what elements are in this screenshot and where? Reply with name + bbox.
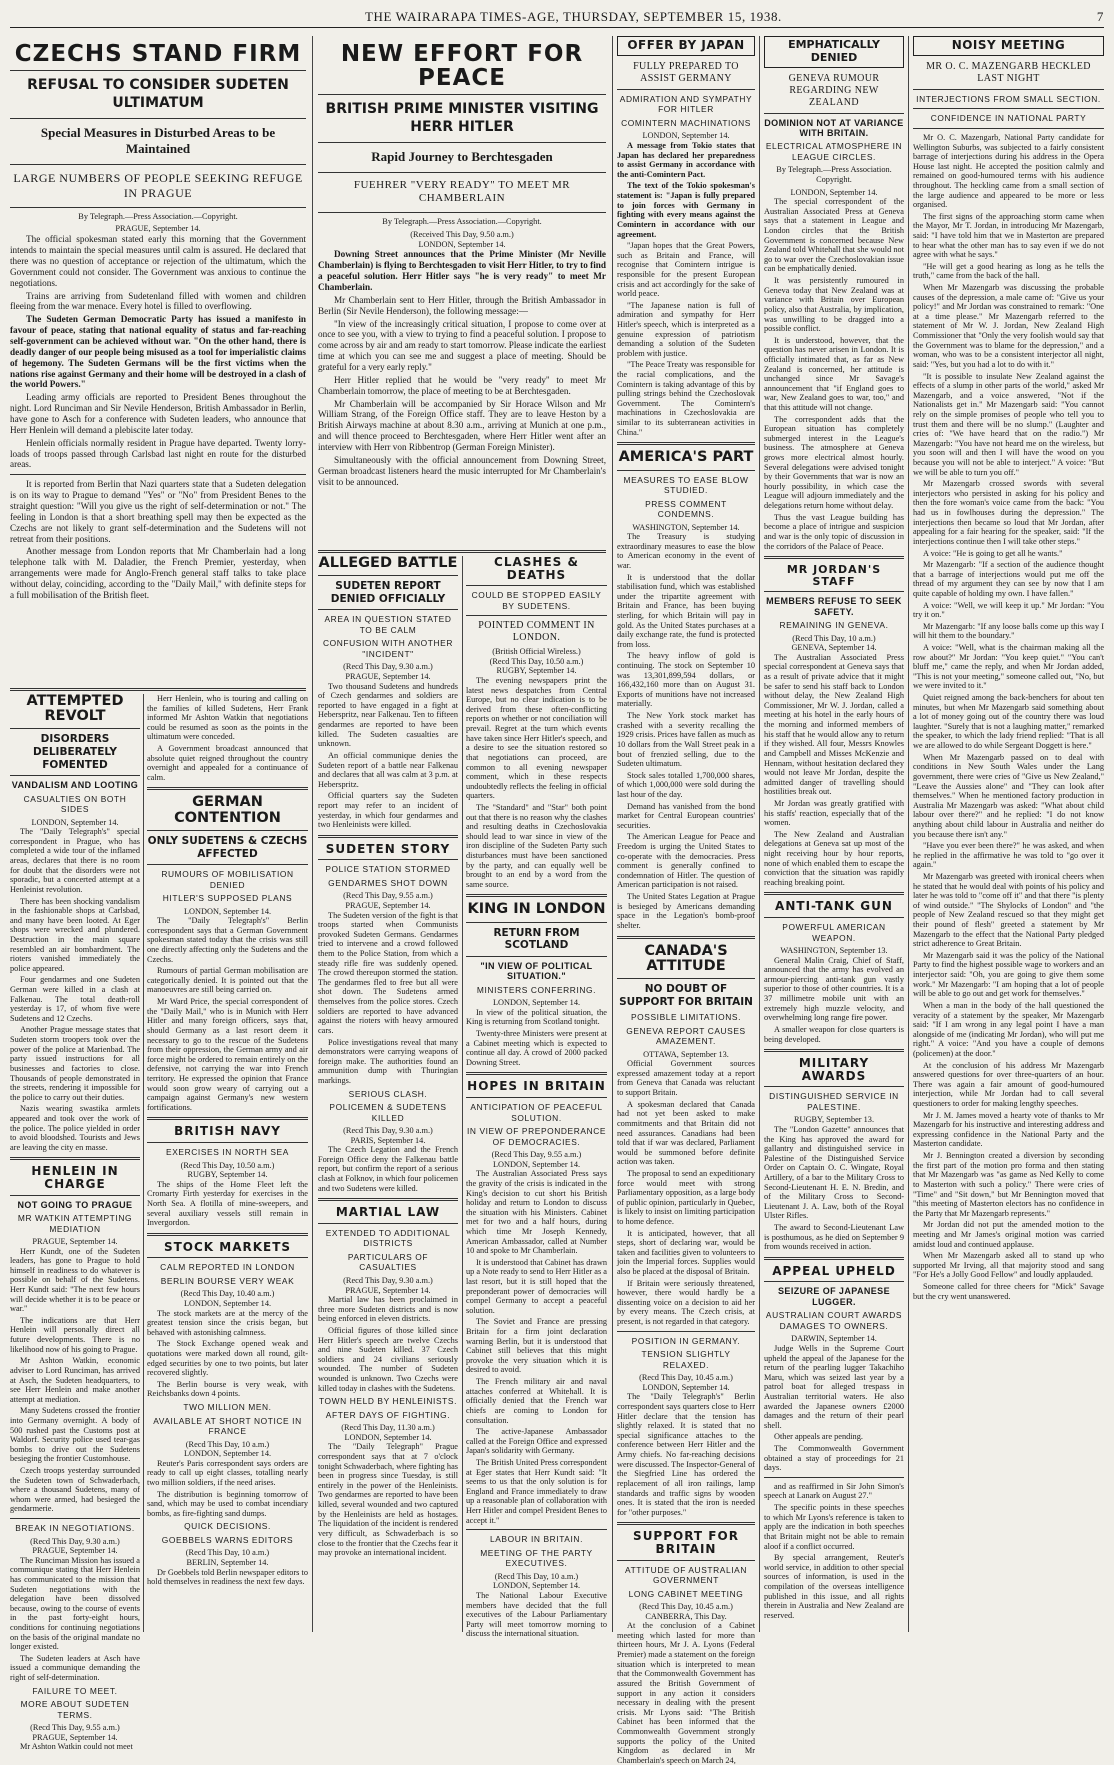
column-rule <box>612 36 613 1632</box>
subheadline: ATTITUDE OF AUSTRALIAN GOVERNMENT <box>625 1564 747 1586</box>
paragraph: Leading army officials are reported to President Benes throughout the night. Lord Runciman and Sir Nevile Henderson, British Ambassador in Berlin, have gone to Asch for a conference with Sudeten leaders, who announce that Herr Henlein will demand a plebiscite later today. <box>10 392 306 435</box>
page-number: 7 <box>1096 8 1104 24</box>
paragraph: The active-Japanese Ambassador called at the Foreign Office and expressed Japan's solidarity with Germany. <box>466 1427 607 1456</box>
headline: CANADA'S ATTITUDE <box>644 942 728 974</box>
headline: KING IN LONDON <box>467 901 606 918</box>
subheadline: LABOUR IN BRITAIN. <box>489 1534 583 1545</box>
paragraph: Official quarters say the Sudeten report may refer to an incident of yesterday, in which four gendarmes and two Henleinists were killed. <box>318 791 458 830</box>
subheadline: "IN VIEW OF POLITICAL SITUATION." <box>480 960 593 982</box>
subheadline: MEASURES TO EASE BLOW STUDIED. <box>623 474 749 496</box>
paragraph: A message from Tokio states that Japan has declared her preparedness to assist Germany in accordance with the anti-Comintern Pact. <box>617 141 755 179</box>
subheadline: IN VIEW OF PREPONDERANCE OF DEMOCRACIES. <box>466 1126 607 1147</box>
paragraph: When Mr Mazengarb passed on to deal with conditions in New South Wales under the Lang government, there were cries of "Give us New Zealand," "Leave the Aussies alone" and "They can look after themselves." When he mentioned factory production in Australia Mr Mazengarb was asked: "What about child labour over there?" and he replied: "I do not know anything about child labour in Australia and neither do you because there isn't any." <box>913 752 1104 839</box>
headline: CZECHS STAND FIRM <box>14 41 302 67</box>
column-rule <box>908 36 909 1632</box>
subheadline: MR WATKIN ATTEMPTING MEDIATION <box>17 1213 133 1234</box>
paragraph: Rumours of partial German mobilisation are categorically denied. It is pointed out that the manoeuvres are still being carried on. <box>147 966 308 995</box>
subheadline: MR O. C. MAZENGARB HECKLED LAST NIGHT <box>926 60 1091 84</box>
article-german-contention: Herr Henlein, who is touring and calling on the families of killed Sudetens, Herr Frank informed Mr Ashton Watkin that negotiations could be resumed as soon as the points in the ultimatum were conceded. A Government broadcast announced that absolute quiet reigned throughout the country overnight and appealed for a continuance of calm. GERMAN CONTENTION ONLY SUDETENS & CZECHS AFFECTED RUMOURS OF MOBILISATION DENIED HITLER'S SUPPOSED PLANS LONDON, September 14. The "Daily Telegraph's" Berlin correspondent says that a German Government spokesman stated today that the crisis was still one directly affecting only the Sudetens and the Czechs. Rumours of partial German mobilisation are categorically denied. It is pointed out that the manoeuvres are still being carried on. Mr Ward Price, the special correspondent of the "Daily Mail," who is in Munich with Herr Hitler and many foreign officers, says that, should Germany as a last resort deem it necessary to go to the rescue of the Sudetens from their oppression, the German army and air force might be ordered to remain entirely on the defensive, not carrying the war into French territory. He expressed the opinion that France would soon grow weary of carrying out a campaign against Germany's new western fortifications. BRITISH NAVY EXERCISES IN NORTH SEA (Recd This Day, 10.50 a.m.) RUGBY, September 14. The ships of the Home Fleet left the Cromarty Firth yesterday for exercises in the North Sea. A flotilla of mine-sweepers, and several auxiliary vessels still remain in Invergordon. STOCK MARKETS CALM REPORTED IN LONDON BERLIN BOURSE VERY WEAK (Recd This Day, 10.40 a.m.) LONDON, September 14. The stock markets are at the mercy of the greatest tension since the crisis began, but behaved with astonishing calmness. The Stock Exchange opened weak and quotations were marked down all round, gilt-edged securities by one to two points, but later recovered slightly. The Berlin bourse is very weak, with Reichsbanks down 4 points. TWO MILLION MEN. AVAILABLE AT SHORT NOTICE IN FRANCE (Recd This Day, 10 a.m.) LONDON, September 14. Reuter's Paris correspondent says orders are ready to call up eight classes, totalling nearly two million soldiers, if the need arises. The distribution is beginning tomorrow of sand, which may be used to combat incendiary bombs, as fire-fighting sand dumps. QUICK DECISIONS. GOEBBELS WARNS EDITORS (Recd This Day, 10 a.m.) BERLIN, September 14. Dr Goebbels told Berlin newspaper editors to hold themselves in readiness the next few days. <box>147 694 308 1587</box>
paragraph: An official communique denies the Sudeten report of a battle near Falkenau and declares that all was calm at 3 p.m. at Heberspritz. <box>318 750 458 789</box>
paragraph: Other appeals are pending. <box>774 1432 863 1442</box>
subheadline: PARTICULARS OF CASUALTIES <box>347 1251 429 1273</box>
subheadline: LONG CABINET MEETING <box>628 1588 744 1599</box>
paragraph: The Australian Associated Press special correspondent at Geneva says that as a result of private advice that it might be safer to send his staff back to London without delay, the New Zealand High Commissioner, Mr W. J. Jordan, called a meeting at his hotel in the early hours of the morning and informed members of his staff that he would allow any to return if they wished. All four, Messrs Knowles and Campbell and Misses McKenzie and Hennam, without hesitation declared they would not leave Mr Jordan, despite the admitted danger of travelling should hostilities break out. <box>764 652 904 797</box>
paragraph: Mr Jordan did not put the amended motion to the meeting and Mr James's original motion was carried amidst loud and continued applause. <box>913 1220 1104 1249</box>
subheadline: GENDARMES SHOT DOWN <box>328 877 448 888</box>
column-rule <box>759 36 760 1632</box>
subheadline: POWERFUL AMERICAN WEAPON. <box>782 922 886 943</box>
paragraph: The stock markets are at the mercy of the greatest tension since the crisis began, but behaved with astonishing calmness. <box>147 1308 308 1337</box>
article-clashes-and-deaths: CLASHES & DEATHS COULD BE STOPPED EASILY BY SUDETENS. POINTED COMMENT IN LONDON. (British Official Wireless.) (Recd This Day, 10.50 a.m.) RUGBY, September 14. The evening newspapers print the latest news despatches from Central Europe, but no clear indication is to be derived from these often-conflicting reports on whether or not conciliation will prevail. Regret at the turn which events have taken since Herr Hitler's speech, and a desire to see the situation restored so that negotiations can proceed, are common to all evening newspaper comment, which in these respects undoubtedly reflects the feeling in official quarters. The "Standard" and "Star" both point out that there is no reason why the clashes and resulting deaths in Czechoslovakia should lead to war since in view of the iron discipline of the Sudeten Party such disturbances must have been sanctioned by the party, and can equally well be brought to an end by a word from the same source. KING IN LONDON RETURN FROM SCOTLAND "IN VIEW OF POLITICAL SITUATION." MINISTERS CONFERRING. LONDON, September 14. In view of the political situation, the King is returning from Scotland tonight. Twenty-three Ministers were present at a Cabinet meeting which is expected to continue all day. A crowd of 2000 packed Downing Street. HOPES IN BRITAIN ANTICIPATION OF PEACEFUL SOLUTION. IN VIEW OF PREPONDERANCE OF DEMOCRACIES. (Recd This Day, 9.55 a.m.) LONDON, September 14. The Australian Associated Press says the gravity of the crisis is indicated in the King's decision to cut short his British holiday and return to London to discuss the situation with his Ministers. Cabinet met for two and a half hours, during which time Mr Joseph Kennedy, American Ambassador, called at Number 10 and spoke to Mr Chamberlain. It is understood that Cabinet has drawn up a Note ready to send to Herr Hitler as a last resort, but it is still hoped that the preponderant power of democracies will compel Germany to accept a peaceful solution. The Soviet and France are pressing Britain for a firm joint declaration warning Berlin, but it is understood that Cabinet still believes that this might provoke the very situation which it is desired to avoid. The French military air and naval attaches conferred at Whitehall. It is officially denied that the French war chiefs are coming to London for consultation. The active-Japanese Ambassador called at the Foreign Office and expressed Japan's solidarity with Germany. The British United Press correspondent at Eger states that Herr Kundt said: "It seems to us that the only solution is for England and France immediately to draw up a reasonable plan of collaboration with Herr Hitler and compel President Benes to accept it." LABOUR IN BRITAIN. MEETING OF THE PARTY EXECUTIVES. (Recd This Day, 10 a.m.) LONDON, September 14. The National Labour Executive members have decided that the full executives of the Labour Parliamentary Party will meet tomorrow morning to discuss the international situation. <box>466 555 608 1639</box>
paragraph: Someone called for three cheers for "Mick" Savage but the cry went unanswered. <box>913 1281 1104 1301</box>
paragraph: Mr Chamberlain will be accompanied by Sir Horace Wilson and Mr William Strang, of the Foreign Office staff. They are to leave Heston by a British Airways machine at about 8.30 a.m., arriving at Munich at one p.m., and will thence proceed to Berchtesgaden, where Herr Hitler went after an interview with Herr von Ribbentrop (German Foreign Minister). <box>318 398 606 452</box>
paragraph: The ships of the Home Fleet left the Cromarty Firth yesterday for exercises in the North Sea. A flotilla of mine-sweepers, and several auxiliary vessels still remain in Invergordon. <box>147 1179 308 1228</box>
column-rule <box>312 36 313 1632</box>
paragraph: The specific points in these speeches to which Mr Lyons's reference is taken to apply are the indication in both speeches that Britain might not be able to remain aloof if a conflict occurred. <box>764 1503 904 1551</box>
paragraph: The text of the Tokio spokesman's statement is: "Japan is fully prepared to join forces with Germany in fighting with every means against the Comintern in accordance with our agreement. <box>617 181 755 239</box>
paragraph: It is anticipated, however, that all steps, short of declaring war, would be taken and facilities given to volunteers to join the Imperial forces. Supplies would also be placed at the disposal of Britain. <box>617 1228 755 1277</box>
headline: SUPPORT FOR BRITAIN <box>633 1529 739 1556</box>
masthead <box>10 6 1104 28</box>
paragraph: "In view of the increasingly critical situation, I propose to come over at once to see you, with a view to trying to find a peaceful solution. I propose to come across by air and am ready to start tomorrow. Please indicate the earliest time at which you can see me and suggest a place of meeting. Should be grateful for a very early reply." <box>318 318 606 372</box>
paragraph: The indications are that Herr Henlein will personally direct all future developments. There is no likelihood now of his going to Prague. <box>10 1315 140 1354</box>
headline: MR JORDAN'S STAFF <box>786 563 882 588</box>
subheadline: BREAK IN NEGOTIATIONS. <box>15 1523 135 1534</box>
subheadline: PRESS COMMENT CONDEMNS. <box>645 498 727 520</box>
paragraph: The New Zealand and Australian delegations at Geneva sat up most of the night receiving hour by hour reports, none of which enabled them to escape the conviction that the situation was rapidly reaching breaking point. <box>764 829 904 887</box>
paragraph: The French military air and naval attaches conferred at Whitehall. It is officially denied that the French war chiefs are coming to London for consultation. <box>466 1377 607 1425</box>
paragraph: Twenty-three Ministers were present at a Cabinet meeting which is expected to continue all day. A crowd of 2000 packed Downing Street. <box>466 1029 607 1067</box>
subheadline: DISTINGUISHED SERVICE IN PALESTINE. <box>769 1091 899 1112</box>
paragraph: The "Standard" and "Star" both point out that there is no reason why the clashes and resulting deaths in Czechoslovakia should lead to war since in view of the iron discipline of the Sudeten Party such disturbances must have been sanctioned by the party, and can equally well be brought to an end by a word from the same source. <box>466 802 607 889</box>
column-f: EMPHATICALLY DENIED GENEVA RUMOUR REGARDING NEW ZEALAND DOMINION NOT AT VARIANCE WITH BRITAIN. ELECTRICAL ATMOSPHERE IN LEAGUE CIRCLES. By Telegraph.—Press Association. Copyright. LONDON, September 14. The special correspondent of the Australian Associated Press at Geneva says that a statement in League and London circles that the British Government is concerned because New Zealand told Whitehall that she would not go to war over the Czechoslovakian issue can be emphatically denied. It was persistently rumoured in Geneva today that New Zealand was at variance with Britain over European policy, also that Australia, by implication, was unwilling to be dragged into a possible conflict. It is understood, however, that the question has never arisen in London. It is officially intimated that, as far as New Zealand is concerned, her attitude is unchanged since Mr Savage's announcement that "if England goes to war, New Zealand goes to war, too," and that this attitude will not change. The correspondent adds that the European situation has completely submerged interest in the League's business. The atmosphere at Geneva grows more electrical almost hourly. Several delegations were advised tonight by their Governments that war is now an hourly possibility, in which case the League will adjourn immediately and the delegations return home without delay. Thus the vast League building has become a place of intrigue and suspicion and war is the only topic of discussion in the corridors of the Palace of Peace. MR JORDAN'S STAFF MEMBERS REFUSE TO SEEK SAFETY. REMAINING IN GENEVA. (Recd This Day, 10 a.m.) GENEVA, September 14. The Australian Associated Press special correspondent at Geneva says that as a result of private advice that it might be safer to send his staff back to London without delay, the New Zealand High Commissioner, Mr W. J. Jordan, called a meeting at his hotel in the early hours of the morning and informed members of his staff that he would allow any to return if they wished. All four, Messrs Knowles and Campbell and Misses McKenzie and Hennam, without hesitation declared they would not leave Mr Jordan, despite the admitted danger of travelling should hostilities break out. Mr Jordan was greatly gratified with his staffs' reaction, especially that of the women. The New Zealand and Australian delegations at Geneva sat up most of the night receiving hour by hour reports, none of which enabled them to escape the conviction that the situation was rapidly reaching breaking point. ANTI-TANK GUN POWERFUL AMERICAN WEAPON. WASHINGTON, September 13. General Malin Craig, Chief of Staff, announced that the army has evolved an armour-piercing anti-tank gun vastly superior to those of other countries. It is a 37 millimetre mobile unit with an extremely high muzzle velocity, and overwhelming long range fire power. A smaller weapon for close quarters is being developed. MILITARY AWARDS DISTINGUISHED SERVICE IN PALESTINE. RUGBY, September 13. The "London Gazette" announces that the King has approved the award for gallantry and distinguished service in Palestine of the Distinguished Service Order on Captain O. C. Wingate, Royal Artillery, of a bar to the Military Cross to Second-Lieutenant H. E. N. Bredin, and of the Military Cross to Second-Lieutenant J. A. Law, both of the Royal Ulster Rifles. The award to Second-Lieutenant Law is posthumous, as he died on September 9 from wounds received in action. APPEAL UPHELD SEIZURE OF JAPANESE LUGGER. AUSTRALIAN COURT AWARDS DAMAGES TO OWNERS. DARWIN, September 14. Judge Wells in the Supreme Court upheld the appeal of the Japanese for the return of the pearling lugger Takachiho Maru, which was seized last year by a patrol boat for alleged trespass in Australian territorial waters. He also awarded the Japanese owners £2000 damages and the return of their pearl shell. Other appeals are pending. The Commonwealth Government obtained a stay of proceedings for 21 days. and as reaffirmed in Sir John Simon's speech at Lanark on August 27." The specific points in these speeches to which Mr Lyons's reference is taken to apply are the indication in both speeches that Britain might not be able to remain aloof if a conflict occurred. By special arrangement, Reuter's world service, in addition to other special sources of information, is used in the compilation of the overseas intelligence published in this issue, and all rights therein in Australia and New Zealand are reserved. <box>764 38 904 1620</box>
paragraph: Two thousand Sudetens and hundreds of Czech gendarmes and soldiers are reported to have engaged in a fight at Heberspritz, near Falkenau. Ten to fifteen gendarmes are reported to have been killed. The Sudeten casualties are unknown. <box>318 681 458 749</box>
byline: By Telegraph.—Press Association.—Copyright. <box>382 217 542 227</box>
paragraph: Reuter's Paris correspondent says orders are ready to call up eight classes, totalling nearly two million soldiers, if the need arises. <box>147 1458 308 1487</box>
subheadline: TENSION SLIGHTLY RELAXED. <box>641 1349 731 1370</box>
paragraph: The Czech Legation and the French Foreign Office deny the Falkenau battle report, but confirm the report of a serious clash at Folknov, in which four policemen and two Sudetens were killed. <box>318 1145 458 1193</box>
paragraph: Trains are arriving from Sudetenland filled with women and children fleeing from the war menace. Every hotel is filled to overflowing. <box>10 290 306 312</box>
paragraph: Mr Chamberlain sent to Herr Hitler, through the British Ambassador in Berlin (Sir Nevile Henderson), the following message:— <box>318 294 606 316</box>
headline: BRITISH NAVY <box>174 1124 281 1139</box>
paragraph: A voice: "Well, what is the chairman making all the row about?" Mr Jordan: "You keep quiet." "You can't bluff me," came the reply, and when Mr Jordan added, "This is not your meeting," someone called out, "No, but we were invited to it." <box>913 642 1104 691</box>
subheadline: POINTED COMMENT IN LONDON. <box>478 620 595 644</box>
headline: HOPES IN BRITAIN <box>467 1079 606 1094</box>
subheadline: Rapid Journey to Berchtesgaden <box>371 149 553 165</box>
dateline: LONDON, September 14. <box>183 906 272 916</box>
paragraph: When a man in the body of the hall questioned the veracity of a statement by the speaker, Mr Mazengarb said: "If I am wrong in any legal point I have a man alongside of me (indicating Mr Jordan), who will put me right." A voice: "And you have a couple of demons (policemen) at the door." <box>913 1000 1104 1058</box>
paragraph: "The Japanese nation is full of admiration and sympathy for Herr Hitler's speech, which is interpreted as a genuine expression of patriotism demanding a solution of the Sudeten problem with justice. <box>617 300 755 358</box>
article-new-effort-for-peace: NEW EFFORT FOR PEACE BRITISH PRIME MINISTER VISITING HERR HITLER Rapid Journey to Berchtesgaden FUEHRER "VERY READY" TO MEET MR CHAMBERLAIN By Telegraph.—Press Association.—Copyright. (Received This Day, 9.50 a.m.) LONDON, September 14. Downing Street announces that the Prime Minister (Mr Neville Chamberlain) is flying to Berchtesgaden to visit Herr Hitler, to try to find a peaceful solution. Herr Hitler says "he is very ready" to meet Mr Chamberlain. Mr Chamberlain sent to Herr Hitler, through the British Ambassador in Berlin (Sir Nevile Henderson), the following message:— "In view of the increasingly critical situation, I propose to come over at once to see you, with a view to trying to find a peaceful solution. I propose to come across by air and am ready to start tomorrow. Please indicate the earliest time at which you can see me and suggest a place of meeting. Should be grateful for a very early reply." Herr Hitler replied that he would be "very ready" to meet Mr Chamberlain tomorrow, the place of meeting to be at Berchtesgaden. Mr Chamberlain will be accompanied by Sir Horace Wilson and Mr William Strang, of the Foreign Office staff. They are to leave Heston by a British Airways machine at about 8.30 a.m., arriving at Munich at one p.m., and will thence proceed to Berchtesgaden, where Herr Hitler went after an interview with Herr von Ribbentrop (German Foreign Minister). Simultaneously with the official announcement from Downing Street, German broadcast listeners heard the music interrupted for Mr Chamberlain's visit to be announced. <box>318 41 606 487</box>
paragraph: The United States Legation at Prague is besieged by Americans demanding space in the Legation's bomb-proof shelter. <box>617 892 755 930</box>
dateline: PRAGUE, September 14. <box>32 1237 118 1246</box>
paragraph: A spokesman declared that Canada had not yet been asked to make commitments and that Britain did not need assurances. Canadians had been told that if war was declared, Parliament would be summoned before definite action was taken. <box>617 1099 755 1167</box>
subheadline: BRITISH PRIME MINISTER VISITING HERR HITLER <box>325 101 599 135</box>
subheadline: NOT GOING TO PRAGUE <box>17 1199 133 1210</box>
subheadline: REFUSAL TO CONSIDER SUDETEN ULTIMATUM <box>27 77 289 111</box>
subheadline: HITLER'S SUPPOSED PLANS <box>162 893 293 904</box>
paragraph: The distribution is beginning tomorrow of sand, which may be used to combat incendiary bombs, as fire-fighting sand dumps. <box>147 1489 308 1518</box>
paragraph: Czech troops yesterday surrounded the Sudeten town of Schwaderbach, where a thousand Sudetens, many of whom were armed, had besieged the gendarmerie. <box>10 1466 140 1514</box>
article-noisy-meeting <box>913 36 1104 1632</box>
subheadline: INTERJECTIONS FROM SMALL SECTION. <box>916 93 1101 104</box>
subheadline: MINISTERS CONFERRING. <box>476 984 597 995</box>
headline: CLASHES & DEATHS <box>494 555 579 582</box>
subheadline: CALM REPORTED IN LONDON <box>160 1262 295 1273</box>
paragraph: Mr Jordan was greatly gratified with his staffs' reaction, especially that of the women. <box>764 798 904 828</box>
subheadline: DOMINION NOT AT VARIANCE WITH BRITAIN. <box>764 117 904 138</box>
subheadline: MORE ABOUT SUDETEN TERMS. <box>20 1699 130 1720</box>
paragraph: Herr Hitler replied that he would be "very ready" to meet Mr Chamberlain tomorrow, the place of meeting to be at Berchtesgaden. <box>318 374 606 396</box>
paragraph: The "Daily Telegraph's" Berlin correspondent says quarters close to Herr Hitler declare that the tension has slightly relaxed. It is stated that no special significance attaches to the conference between Herr Hitler and the Army chiefs. No far-reaching decisions were discussed. The Inspector-General of the Siegfried Line has ordered the replacement of all iron railings, lamp standards and traffic signs by wooden ones. It is stated that the iron is needed for "other purposes." <box>617 1392 755 1517</box>
paragraph: Quiet reigned among the back-benchers for about ten minutes, but when Mr Mazengarb said something about a lot of money going out of the country there was loud laughter. "Surely that is not a laughing matter," remarked the speaker, to which the lady friend replied: "That is all we are allowed to do while Sergeant Doggett is here." <box>913 693 1104 751</box>
paragraph: The "Daily Telegraph" Prague correspondent says that at 7 o'clock tonight Schwaderbach, where fighting has been in progress since Tuesday, is still entirely in the power of the Henleinists. Two gendarmes are reported to have been killed, several wounded and two captured by the Henleinists are held as hostages. The liquidation of the incident is rendered very difficult, as Schwaderbach is so close to the frontier that the Czechs fear it may provoke an international incident. <box>318 1442 458 1558</box>
headline: MARTIAL LAW <box>335 1205 441 1220</box>
subheadline: COMINTERN MACHINATIONS <box>621 117 751 128</box>
headline: STOCK MARKETS <box>163 1239 292 1254</box>
subheadline: EXERCISES IN NORTH SEA <box>166 1147 289 1157</box>
subheadline: ONLY SUDETENS & CZECHS AFFECTED <box>147 834 308 860</box>
paragraph: It is reported from Berlin that Nazi quarters state that a Sudeten delegation is on its way to Prague to demand "Yes" or "No" from President Benes to the straight question: "Will you give us the right of self-determination or not." The feeling in London is that a short breathing spell may then be expected as the Czechs are not likely to grant self-determination and the Sudetens will not retreat from their positions. <box>10 479 306 544</box>
subheadline: POSITION IN GERMANY. <box>631 1335 741 1346</box>
paragraph: The proposal to send an expeditionary force would meet with strong Parliamentary opposition, as a large body of public opinion, particularly in Quebec, is likely to insist on limiting participation to home defence. <box>617 1168 755 1226</box>
paragraph: Mr J. M. James moved a hearty vote of thanks to Mr Mazengarb for his instructive and interesting address and expressing confidence in the National Party and the Masterton candidate. <box>913 1110 1104 1149</box>
paragraph: Many Sudetens crossed the frontier into Germany overnight. A body of 500 rushed past the Customs post at Waldorf. Security police used tear-gas bombs to drive out the Sudetens besieging the frontier Customhouse. <box>10 1406 140 1464</box>
paragraph: Simultaneously with the official announcement from Downing Street, German broadcast listeners heard the music interrupted for Mr Chamberlain's visit to be announced. <box>318 454 606 487</box>
paragraph: The New York stock market has crashed with a severity recalling the 1929 crisis. Prices have fallen as much as 10 dollars from the Wall Street peak in a bout of frenzied selling, due to the Sudeten ultimatum. <box>617 711 755 769</box>
subheadline: QUICK DECISIONS. <box>184 1521 271 1532</box>
subheadline: LARGE NUMBERS OF PEOPLE SEEKING REFUGE IN PRAGUE <box>13 170 303 200</box>
subheadline: FULLY PREPARED TO ASSIST GERMANY <box>633 60 739 84</box>
headline: GERMAN CONTENTION <box>174 794 281 826</box>
paragraph: Mr Ward Price, the special correspondent of the "Daily Mail," who is in Munich with Herr Hitler and many foreign officers, says that, should Germany as a last resort deem it necessary to go to the rescue of the Sudetens from their oppression, the German army and air force might be ordered to remain entirely on the defensive, not carrying the war into French territory. He expressed the opinion that France would soon grow weary of carrying out a campaign against Germany's new western fortifications. <box>147 997 308 1112</box>
paragraph: "He will get a good hearing as long as he tells the truth," came from the back of the hall. <box>913 261 1104 281</box>
paragraph: It is understood that Cabinet has drawn up a Note ready to send to Herr Hitler as a last resort, but it is still hoped that the preponderant power of democracies will compel Germany to accept a peaceful solution. <box>466 1257 607 1315</box>
headline: OFFER BY JAPAN <box>617 36 755 56</box>
subheadline: AREA IN QUESTION STATED TO BE CALM <box>324 614 452 635</box>
paragraph: When Mr Mazengarb asked all to stand up who supported Mr Irving, all that majority stood and sang "For He's a Jolly Good Fellow" and loudly applauded. <box>913 1251 1104 1280</box>
paragraph: A Government broadcast announced that absolute quiet reigned throughout the country overnight and appealed for a continuance of calm. <box>147 744 308 782</box>
paragraph: By special arrangement, Reuter's world service, in addition to other special sources of information, is used in the compilation of the overseas intelligence published in this issue, and all rights therein in Australia and New Zealand are reserved. <box>764 1553 904 1620</box>
paragraph: The Stock Exchange opened weak and quotations were marked down all round, gilt-edged securities by one to two points, but later recovered slightly. <box>147 1339 308 1378</box>
paragraph: Herr Kundt, one of the Sudeten leaders, has gone to Prague to hold himself in readiness to do whatever is possible on behalf of the Sudetens. Herr Kundt said: "The next few hours will decide whether it is to be peace or war." <box>10 1246 140 1314</box>
paragraph: Mr O. C. Mazengarb, National Party candidate for Wellington Suburbs, was subjected to a fairly consistent barrage of interjections during his address in the Opera House last night. He accepted the position calmly and remained on good-humoured terms with his audience throughout. The heckling came from a small section of the large audience and appeared to be more or less organised. <box>913 132 1104 210</box>
subheadline: EXTENDED TO ADDITIONAL DISTRICTS <box>325 1227 451 1249</box>
paragraph: A voice: "He is going to get all he wants." <box>923 548 1063 558</box>
paragraph: Four gendarmes and one Sudeten German were killed in a clash at Falkenau. The total death-roll yesterday is 17, of whom five were Sudetens and 12 Czechs. <box>10 975 140 1023</box>
paragraph: Stock sales totalled 1,700,000 shares, of which 1,000,000 were sold during the last hour of the day. <box>617 770 755 799</box>
paragraph: Another Prague message states that Sudeten storm troopers took over the power of the police at Marienbad. The party issued instructions for all businesses and factories to close. Thousands of people demonstrated in the streets, rendering it impossible for the police to carry out their duties. <box>10 1025 140 1102</box>
paragraph: If Britain were seriously threatened, however, there would hardly be a dissenting voice on a decision to aid her by every means. The Czech crisis, at present, is not regarded in that category. <box>617 1278 755 1327</box>
paragraph: Herr Henlein, who is touring and calling on the families of killed Sudetens, Herr Frank informed Mr Ashton Watkin that negotiations could be resumed as soon as the points in the ultimatum were conceded. <box>147 694 308 742</box>
paragraph: Demand has vanished from the bond market for Central European countries' securities. <box>617 801 755 830</box>
paragraph: The Sudeten German Democratic Party has issued a manifesto in favour of peace, stating that national equality of status and far-reaching self-government can be achieved without war. "On the other hand, there is deadly danger of our people being misused as a tool for imperialistic claims of hegemony. The Sudeten Germans will be the first victims when the nations rise against Germany and their home will be destroyed in a clash of the world Powers." <box>10 314 306 390</box>
paragraph: It is understood that the dollar stabilisation fund, which was established under the tripartite agreement with Britain and France, has been buying sterling, for which Britain will pay in gold. As the United States purchases at a daily exchange rate, the fund is protected from loss. <box>617 572 755 649</box>
paragraph: Mr Ashton Watkin, economic adviser to Lord Runciman, has arrived at Asch, the Sudeten headquarters, to see Herr Henlein and make another attempt at mediation. <box>10 1356 140 1404</box>
subheadline: DISORDERS DELIBERATELY FOMENTED <box>32 733 118 771</box>
article-czechs-stand-firm <box>10 36 306 684</box>
paragraph: The Sudeten leaders at Asch have issued a communique demanding the right of self-determination. <box>10 1653 140 1683</box>
subheadline: POLICEMEN & SUDETENS KILLED <box>329 1102 447 1123</box>
headline: ATTEMPTED REVOLT <box>26 693 124 725</box>
paragraph: The award to Second-Lieutenant Law is posthumous, as he died on September 9 from wounds received in action. <box>764 1223 904 1252</box>
paragraph: The American League for Peace and Freedom is urging the United States to co-operate with the democracies. Press comment is generally confined to condemnation of Hitler. The question of American participation is not raised. <box>617 832 755 890</box>
subheadline: Special Measures in Disturbed Areas to be Maintained <box>40 125 276 157</box>
paragraph: Mr Ashton Watkin could not meet <box>20 1742 133 1752</box>
subheadline: POSSIBLE LIMITATIONS. <box>630 1012 742 1023</box>
dateline: LONDON, September 14. <box>31 817 119 827</box>
subheadline: ELECTRICAL ATMOSPHERE IN LEAGUE CIRCLES. <box>765 141 903 162</box>
subheadline: CONFIDENCE IN NATIONAL PARTY <box>930 113 1087 124</box>
byline: By Telegraph.—Press Association.—Copyright. <box>78 211 238 221</box>
dateline: PRAGUE, September 14. <box>115 224 201 234</box>
paragraph: The Sudeten version of the fight is that troops started when Communists provoked Sudeten Germans. Gendarmes tried to intervene and a crowd followed them to the Police Station, from which a steady rifle fire was suddenly opened. The crowd thereupon stormed the station. The gendarmes fled to free but all were shot down. The Sudetens armed themselves from the police stores. Czech soldiers are reported to have advanced against the rioters with heavy armoured cars. <box>318 910 458 1035</box>
subheadline: FAILURE TO MEET. <box>32 1685 118 1696</box>
subheadline: AUSTRALIAN COURT AWARDS DAMAGES TO OWNERS. <box>765 1310 903 1331</box>
paragraph: The heavy inflow of gold is continuing. The stock on September 10 was 13,301,899,594 dollars, or 166,432,160 more than on August 31. Exports of munitions have not increased materially. <box>617 651 755 709</box>
headline: AMERICA'S PART <box>618 449 754 466</box>
column-e: OFFER BY JAPAN FULLY PREPARED TO ASSIST GERMANY ADMIRATION AND SYMPATHY FOR HITLER COMINTERN MACHINATIONS LONDON, September 14. A message from Tokio states that Japan has declared her preparedness to assist Germany in accordance with the anti-Comintern Pact. The text of the Tokio spokesman's statement is: "Japan is fully prepared to join forces with Germany in fighting with every means against the Comintern in accordance with our agreement. "Japan hopes that the Great Powers, such as Britain and France, will recognise that Comintern intrigue is responsible for the present European crisis and act accordingly for the sake of world peace. "The Japanese nation is full of admiration and sympathy for Herr Hitler's speech, which is interpreted as a genuine expression of patriotism demanding a solution of the Sudeten problem with justice. "The Peace Treaty was responsible for the racial complications, and the Comintern is taking advantage of this by pulling strings behind the Czechoslovak Government. The Comintern's machinations in Czechoslovakia are similar to its subterranean activities in China." AMERICA'S PART MEASURES TO EASE BLOW STUDIED. PRESS COMMENT CONDEMNS. WASHINGTON, September 14. The Treasury is studying extraordinary measures to ease the blow to American economy in the event of war. It is understood that the dollar stabilisation fund, which was established under the tripartite agreement with Britain and France, has been buying sterling, for which Britain will pay in gold. As the United States purchases at a daily exchange rate, the fund is protected from loss. The heavy inflow of gold is continuing. The stock on September 10 was 13,301,899,594 dollars, or 166,432,160 more than on August 31. Exports of munitions have not increased materially. The New York stock market has crashed with a severity recalling the 1929 crisis. Prices have fallen as much as 10 dollars from the Wall Street peak in a bout of frenzied selling, due to the Sudeten ultimatum. Stock sales totalled 1,700,000 shares, of which 1,000,000 were sold during the last hour of the day. Demand has vanished from the bond market for Central European countries' securities. The American League for Peace and Freedom is urging the United States to co-operate with the democracies. Press comment is generally confined to condemnation of Hitler. The question of American participation is not raised. The United States Legation at Prague is besieged by Americans demanding space in the Legation's bomb-proof shelter. CANADA'S ATTITUDE NO DOUBT OF SUPPORT FOR BRITAIN POSSIBLE LIMITATIONS. GENEVA REPORT CAUSES AMAZEMENT. OTTAWA, September 13. Official Government sources expressed amazement today at a report from Geneva that Canada was reluctant to support Britain. A spokesman declared that Canada had not yet been asked to make commitments and that Britain did not need assurances. Canadians had been told that if war was declared, Parliament would be summoned before definite action was taken. The proposal to send an expeditionary force would meet with strong Parliamentary opposition, as a large body of public opinion, particularly in Quebec, is likely to insist on limiting participation to home defence. It is anticipated, however, that all steps, short of declaring war, would be taken and facilities given to volunteers to join the Imperial forces. Supplies would also be placed at the disposal of Britain. If Britain were seriously threatened, however, there would hardly be a dissenting voice on a decision to aid her by every means. The Czech crisis, at present, is not regarded in that category. POSITION IN GERMANY. TENSION SLIGHTLY RELAXED. (Recd This Day, 10.45 a.m.) LONDON, September 14. The "Daily Telegraph's" Berlin correspondent says quarters close to Herr Hitler declare that the tension has slightly relaxed. It is stated that no special significance attaches to the conference between Herr Hitler and the Army chiefs. No far-reaching decisions were discussed. The Inspector-General of the Siegfried Line has ordered the replacement of all iron railings, lamp standards and traffic signs by wooden ones. It is stated that the iron is needed for "other purposes." SUPPORT FOR BRITAIN ATTITUDE OF AUSTRALIAN GOVERNMENT LONG CABINET MEETING (Recd This Day, 10.45 a.m.) CANBERRA, This Day. At the conclusion of a Cabinet meeting which lasted for more than thirteen hours, Mr J. A. Lyons (Federal Premier) made a statement on the foreign situation which is interpreted to mean that the Commonwealth Government has assured the British Government of support in any action it considers necessary in dealing with the present crisis. Mr Lyons said: "The British Cabinet has been informed that the Commonwealth Government strongly supports the policy of the United Kingdom as declared in Mr Chamberlain's speech on March 24, <box>617 38 755 1765</box>
paragraph: When Mr Mazengarb was discussing the probable causes of the depression, a male came of: "Give us your policy!" and Mr Jordan was constrained to remark: "One at a time please." Mr Mazengarb referred to the statement of Mr W. J. Jordan, New Zealand High Commissioner that "Only the very foolish would say that the Government was to blame for the depression," and a woman, who was to be a consistent interjector all night, said: "Yes, but you had a lot to do with it." <box>913 283 1104 369</box>
subheadline: GENEVA RUMOUR REGARDING NEW ZEALAND <box>788 72 880 108</box>
subheadline: POLICE STATION STORMED <box>325 864 451 875</box>
paragraph: The "London Gazette" announces that the King has approved the award for gallantry and distinguished service in Palestine of the Distinguished Service Order on Captain O. C. Wingate, Royal Artillery, of a bar to the Military Cross to Second-Lieutenant H. E. N. Bredin, and of the Military Cross to Second-Lieutenant J. A. Law, both of the Royal Ulster Rifles. <box>764 1124 904 1221</box>
paragraph: Henlein officials normally resident in Prague have departed. Twenty lorry-loads of troops passed through Carlsbad last night en route for the disturbed areas. <box>10 437 306 470</box>
paragraph: "The Peace Treaty was responsible for the racial complications, and the Comintern is taking advantage of this by pulling strings behind the Czechoslovak Government. The Comintern's machinations in Czechoslovakia are similar to its subterranean activities in China." <box>617 360 755 437</box>
paragraph: The Runciman Mission has issued a communique stating that Herr Henlein has communicated to the mission that Sudeten negotiations with the delegation have been dissolved because, owing to the course of events in the past forty-eight hours, conditions for continuing negotiations on the basis of the original mandate no longer existed. <box>10 1555 140 1652</box>
paragraph: At the conclusion of a Cabinet meeting which lasted for more than thirteen hours, Mr J. A. Lyons (Federal Premier) made a statement on the foreign situation which is interpreted to mean that the Commonwealth Government has assured the British Government of support in any action it considers necessary in dealing with the present crisis. Mr Lyons said: "The British Cabinet has been informed that the Commonwealth Government strongly supports the policy of the United Kingdom as declared in Mr Chamberlain's speech on March 24, <box>617 1621 755 1765</box>
subheadline: TWO MILLION MEN. <box>183 1402 272 1413</box>
paragraph: Mr Mazengarb was greeted with ironical cheers when he stated that he would deal with points of his policy and later he was told to "come off it" and that there "is plenty of wind outside." "The Shylocks of London" and "the people of New Zealand rescued so that they might get their pound of flesh" greeted a statement by Mr Mazengarb to the effect that the National Party pledged strict adherence to Great Britain. <box>913 872 1104 949</box>
paragraph: A voice: "Well, we will keep it up." Mr Jordan: "You try it on." <box>913 600 1104 620</box>
subheadline: MEMBERS REFUSE TO SEEK SAFETY. <box>766 596 902 617</box>
masthead-title: THE WAIRARAPA TIMES-AGE, THURSDAY, SEPTEMBER 15, 1938. <box>364 8 782 24</box>
paragraph: The Australian Associated Press says the gravity of the crisis is indicated in the King's decision to cut short his British holiday and return to London to discuss the situation with his Ministers. Cabinet met for two and a half hours, during which time Mr Joseph Kennedy, American Ambassador, called at Number 10 and spoke to Mr Chamberlain. <box>466 1169 607 1256</box>
headline: HENLEIN IN CHARGE <box>31 1164 119 1191</box>
paragraph: The official spokesman stated early this morning that the Government intends to maintain the special measures until calm is assured. He declared that there was no question of acceptance or rejection of the ultimatum, which the Government could not consider. The Government was anxious to continue the negotiations. <box>10 234 306 288</box>
article-attempted-revolt: ATTEMPTED REVOLT DISORDERS DELIBERATELY FOMENTED VANDALISM AND LOOTING CASUALTIES ON BOTH SIDES LONDON, September 14. The "Daily Telegraph's" special correspondent in Prague, who has completed a wide tour of the inflamed areas, declares that there is no room for doubt that the disorders were not sporadic, but a concerted attempt at a Henleinist revolution. There has been shocking vandalism in the fashionable shops at Carlsbad, and many have been looted. At Eger shops were wrecked and plundered. Destruction in the main square resembled an air bombardment. The rioters vanished immediately the police appeared. Four gendarmes and one Sudeten German were killed in a clash at Falkenau. The total death-roll yesterday is 17, of whom five were Sudetens and 12 Czechs. Another Prague message states that Sudeten storm troopers took over the power of the police at Marienbad. The party issued instructions for all businesses and factories to close. Thousands of people demonstrated in the streets, rendering it impossible for the police to carry out their duties. Nazis wearing swastika armlets appeared and took over the work of the police. The police yielded in order to avoid bloodshed. Tourists and Jews are leaving the city en masse. HENLEIN IN CHARGE NOT GOING TO PRAGUE MR WATKIN ATTEMPTING MEDIATION PRAGUE, September 14. Herr Kundt, one of the Sudeten leaders, has gone to Prague to hold himself in readiness to do whatever is possible on behalf of the Sudetens. Herr Kundt said: "The next few hours will decide whether it is to be peace or war." The indications are that Herr Henlein will personally direct all future developments. There is no likelihood now of his going to Prague. Mr Ashton Watkin, economic adviser to Lord Runciman, has arrived at Asch, the Sudeten headquarters, to see Herr Henlein and make another attempt at mediation. Many Sudetens crossed the frontier into Germany overnight. A body of 500 rushed past the Customs post at Waldorf. Security police used tear-gas bombs to drive out the Sudetens besieging the frontier Customhouse. Czech troops yesterday surrounded the Sudeten town of Schwaderbach, where a thousand Sudetens, many of whom were armed, had besieged the gendarmerie. BREAK IN NEGOTIATIONS. (Recd This Day, 9.30 a.m.) PRAGUE, September 14. The Runciman Mission has issued a communique stating that Herr Henlein has communicated to the mission that Sudeten negotiations with the delegation have been dissolved because, owing to the course of events in the past forty-eight hours, conditions for continuing negotiations on the basis of the original mandate no longer existed. The Sudeten leaders at Asch have issued a communique demanding the right of self-determination. FAILURE TO MEET. MORE ABOUT SUDETEN TERMS. (Recd This Day, 9.55 a.m.) PRAGUE, September 14. Mr Ashton Watkin could not meet <box>10 693 140 1752</box>
paragraph: The first signs of the approaching storm came when the Mayor, Mr T. Jordan, in introducing Mr Mazengarb, said: "I have told him that we in Masterton are prepared to hear what the other man has to say even if we do not agree with what he says." <box>913 211 1104 260</box>
headline: EMPHATICALLY DENIED <box>764 36 904 68</box>
subheadline: REMAINING IN GENEVA. <box>779 620 889 631</box>
subheadline: RUMOURS OF MOBILISATION DENIED <box>161 869 294 890</box>
paragraph: The correspondent adds that the European situation has completely submerged interest in the League's business. The atmosphere at Geneva grows more electrical almost hourly. Several delegations were advised tonight by their Governments that war is now an hourly possibility, in which case the League will adjourn immediately and the delegations return home without delay. <box>764 414 904 511</box>
paragraph: Thus the vast League building has become a place of intrigue and suspicion and war is the only topic of discussion in the corridors of the Palace of Peace. <box>764 512 904 551</box>
subheadline: COULD BE STOPPED EASILY BY SUDETENS. <box>471 590 602 611</box>
headline: NEW EFFORT FOR PEACE <box>340 41 584 92</box>
paragraph: A smaller weapon for close quarters is being developed. <box>764 1024 904 1044</box>
subheadline: BERLIN BOURSE VERY WEAK <box>160 1275 295 1286</box>
paragraph: Downing Street announces that the Prime Minister (Mr Neville Chamberlain) is flying to Berchtesgaden to visit Herr Hitler, to try to find a peaceful solution. Herr Hitler says "he is very ready" to meet Mr Chamberlain. <box>318 249 606 292</box>
paragraph: The Treasury is studying extraordinary measures to ease the blow to American economy in the event of war. <box>617 532 755 570</box>
paragraph: Dr Goebbels told Berlin newspaper editors to hold themselves in readiness the next few days. <box>147 1567 308 1587</box>
paragraph: In view of the political situation, the King is returning from Scotland tonight. <box>466 1007 607 1027</box>
paragraph: The "Daily Telegraph's" Berlin correspondent says that a German Government spokesman stated today that the crisis was still one directly affecting only the Sudetens and the Czechs. <box>147 916 308 964</box>
paragraph: Mr Mazengarb: "If a section of the audience thought that a barrage of interjections would put me off the thread of my argument they can see by now that I am quite capable of holding my own. I have fallen." <box>913 560 1104 598</box>
paragraph: Police investigations reveal that many demonstrators were carrying weapons of foreign make. The authorities found an ammunition dump with Thuringian markings. <box>318 1037 458 1085</box>
headline: SUDETEN STORY <box>325 841 451 856</box>
headline: NOISY MEETING <box>913 36 1104 56</box>
paragraph: "Have you ever been there?" he was asked, and when he replied in the affirmative he was told to "go over it again." <box>913 841 1104 870</box>
paragraph: Mr Mazengarb crossed swords with several interjectors who persisted in asking for his policy and then the fore woman's voice came from the back: "You had us in fowlhouses during the depression." The interjections then became so loud that Mr Jordan, after appealing for a fair hearing for the speaker, said: "If the interjections continue then I will take other steps." <box>913 479 1104 546</box>
subheadline: VANDALISM AND LOOTING <box>11 780 139 791</box>
subheadline: SEIZURE OF JAPANESE LUGGER. <box>778 1286 890 1307</box>
headline: ALLEGED BATTLE <box>318 555 458 571</box>
subheadline: MEETING OF THE PARTY EXECUTIVES. <box>480 1547 593 1569</box>
subheadline: FUEHRER "VERY READY" TO MEET MR CHAMBERLAIN <box>353 178 571 205</box>
paragraph: Mr J. Bennington created a diversion by seconding the first part of the motion pro forma and then stating that Mr Mazengarb was "as game as Ned Kelly to come to Masterton with such a policy." There were cries of "Time" and "Sit down," but Mr Bennington moved that "this meeting of Masterton electors has no confidence in the Party that Mr Mazengarb represents." <box>913 1151 1104 1218</box>
paragraph: The "Daily Telegraph's" special correspondent in Prague, who has completed a wide tour of the inflamed areas, declares that there is no room for doubt that the disorders were not sporadic, but a concerted attempt at a Henleinist revolution. <box>10 827 140 894</box>
headline: APPEAL UPHELD <box>772 1263 896 1278</box>
paragraph: The Soviet and France are pressing Britain for a firm joint declaration warning Berlin, but it is understood that Cabinet still believes that this might provoke the very situation which it is desired to avoid. <box>466 1317 607 1375</box>
subheadline: GENEVA REPORT CAUSES AMAZEMENT. <box>626 1025 746 1047</box>
paragraph: Judge Wells in the Supreme Court upheld the appeal of the Japanese for the return of the pearling lugger Takachiho Maru, which was seized last year by a patrol boat for alleged trespass in Australian territorial waters. He also awarded the Japanese owners £2000 damages and the return of their pearl shell. <box>764 1343 904 1430</box>
subheadline: SUDETEN REPORT DENIED OFFICIALLY <box>330 580 446 605</box>
subheadline: CONFUSION WITH ANOTHER "INCIDENT" <box>323 638 453 659</box>
subheadline: SERIOUS CLASH. <box>348 1088 428 1099</box>
dateline: LONDON, September 14. <box>418 239 506 249</box>
paragraph: Another message from London reports that Mr Chamberlain had a long telephone talk with M. Daladier, the French Premier, yesterday, when arrangements were made for Anglo-French general staff talks to take place without delay, coinciding, according to the "Daily Mail," with definite steps for a full mobilisation of the British fleet. <box>10 546 306 600</box>
paragraph: Nazis wearing swastika armlets appeared and took over the work of the police. The police yielded in order to avoid bloodshed. Tourists and Jews are leaving the city en masse. <box>10 1104 140 1152</box>
subheadline: ADMIRATION AND SYMPATHY FOR HITLER <box>619 93 753 115</box>
paragraph: General Malin Craig, Chief of Staff, announced that the army has evolved an armour-piercing anti-tank gun vastly superior to those of other countries. It is a 37 millimetre mobile unit with an extremely high muzzle velocity, and overwhelming long range fire power. <box>764 955 904 1023</box>
subheadline: RETURN FROM SCOTLAND <box>493 926 580 952</box>
subheadline: CASUALTIES ON BOTH SIDES <box>23 793 127 815</box>
paragraph: The special correspondent of the Australian Associated Press at Geneva says that a statement in League and London circles that the British Government is concerned because New Zealand told Whitehall that she would not go to war over the Czechoslovakian issue can be emphatically denied. <box>764 197 904 274</box>
paragraph: It was persistently rumoured in Geneva today that New Zealand was at variance with Britain over European policy, also that Australia, by implication, was unwilling to be dragged into a possible conflict. <box>764 276 904 334</box>
paragraph: The National Labour Executive members have decided that the full executives of the Labour Parliamentary Party will meet tomorrow morning to discuss the international situation. <box>466 1590 607 1639</box>
subheadline: AFTER DAYS OF FIGHTING. <box>325 1409 451 1420</box>
headline: MILITARY AWARDS <box>798 1056 870 1083</box>
subheadline: TOWN HELD BY HENLEINISTS. <box>318 1396 457 1407</box>
paragraph: and as reaffirmed in Sir John Simon's speech at Lanark on August 27." <box>764 1481 904 1501</box>
paragraph: Mr Mazengarb said it was the policy of the National Party to find the highest possible wage to workers and an interjector said: "Oh, you are going to give them some work." Mr Mazengarb: "I am hoping that a lot of people will be able to go out and get work for themselves." <box>913 950 1104 999</box>
headline: ANTI-TANK GUN <box>775 899 893 914</box>
paragraph: Official Government sources expressed amazement today at a report from Geneva that Canada was reluctant to support Britain. <box>617 1059 755 1098</box>
subheadline: ANTICIPATION OF PEACEFUL SOLUTION. <box>470 1102 603 1123</box>
paragraph: The Berlin bourse is very weak, with Reichsbanks down 4 points. <box>147 1379 308 1399</box>
paragraph: The Commonwealth Government obtained a stay of proceedings for 21 days. <box>764 1444 904 1473</box>
paragraph: It is understood, however, that the question has never arisen in London. It is officially intimated that, as far as New Zealand is concerned, her attitude is unchanged since Mr Savage's announcement that "if England goes to war, New Zealand goes to war, too," and that this attitude will not change. <box>764 335 904 412</box>
article-alleged-battle: ALLEGED BATTLE SUDETEN REPORT DENIED OFFICIALLY AREA IN QUESTION STATED TO BE CALM CONFUSION WITH ANOTHER "INCIDENT" (Recd This Day, 9.30 a.m.) PRAGUE, September 14. Two thousand Sudetens and hundreds of Czech gendarmes and soldiers are reported to have engaged in a fight at Heberspritz, near Falkenau. Ten to fifteen gendarmes are reported to have been killed. The Sudeten casualties are unknown. An official communique denies the Sudeten report of a battle near Falkenau and declares that all was calm at 3 p.m. at Heberspritz. Official quarters say the Sudeten report may refer to an incident of yesterday, in which four gendarmes and two Henleinists were killed. SUDETEN STORY POLICE STATION STORMED GENDARMES SHOT DOWN (Recd This Day, 9.55 a.m.) PRAGUE, September 14. The Sudeten version of the fight is that troops started when Communists provoked Sudeten Germans. Gendarmes tried to intervene and a crowd followed them to the Police Station, from which a steady rifle fire was suddenly opened. The crowd thereupon stormed the station. The gendarmes fled to free but all were shot down. The Sudetens armed themselves from the police stores. Czech soldiers are reported to have advanced against the rioters with heavy armoured cars. Police investigations reveal that many demonstrators were carrying weapons of foreign make. The authorities found an ammunition dump with Thuringian markings. SERIOUS CLASH. POLICEMEN & SUDETENS KILLED (Recd This Day, 9.30 a.m.) PARIS, September 14. The Czech Legation and the French Foreign Office deny the Falkenau battle report, but confirm the report of a serious clash at Folknov, in which four policemen and two Sudetens were killed. MARTIAL LAW EXTENDED TO ADDITIONAL DISTRICTS PARTICULARS OF CASUALTIES (Recd This Day, 9.30 a.m.) PRAGUE, September 14. Martial law has been proclaimed in three more Sudeten districts and is now being enforced in eleven districts. Official figures of those killed since Herr Hitler's speech are twelve Czechs and nine Sudeten killed. 37 Czech soldiers and 24 civilians seriously wounded. The number of Sudeten wounded is unknown. Two Czechs were killed today in clashes with the Sudetens. TOWN HELD BY HENLEINISTS. AFTER DAYS OF FIGHTING. (Recd This Day, 11.30 a.m.) LONDON, September 14. The "Daily Telegraph" Prague correspondent says that at 7 o'clock tonight Schwaderbach, where fighting has been in progress since Tuesday, is still entirely in the power of the Henleinists. Two gendarmes are reported to have been killed, several wounded and two captured by the Henleinists are held as hostages. The liquidation of the incident is rendered very difficult, as Schwaderbach is so close to the frontier that the Czechs fear it may provoke an international incident. <box>318 555 458 1558</box>
subheadline: GOEBBELS WARNS EDITORS <box>161 1534 294 1545</box>
paragraph: The evening newspapers print the latest news despatches from Central Europe, but no clear indication is to be derived from these often-conflicting reports on whether or not conciliation will prevail. Regret at the turn which events have taken since Herr Hitler's speech, and a desire to see the situation restored so that negotiations can proceed, are common to all evening newspaper comment, which in these respects undoubtedly reflects the feeling in official quarters. <box>466 676 607 801</box>
subheadline: NO DOUBT OF SUPPORT FOR BRITAIN <box>619 982 753 1008</box>
paragraph: At the conclusion of his address Mr Mazengarb answered questions for over three-quarters of an hour. There was again a fair amount of good-humoured interjection, while Mr Jordan had to call several questioners to order for making lengthy speeches. <box>913 1060 1104 1109</box>
paragraph: Official figures of those killed since Herr Hitler's speech are twelve Czechs and nine Sudeten killed. 37 Czech soldiers and 24 civilians seriously wounded. The number of Sudeten wounded is unknown. Two Czechs were killed today in clashes with the Sudetens. <box>318 1325 458 1393</box>
paragraph: Mr Mazengarb: "If any loose balls come up this way I will hit them to the boundary." <box>913 621 1104 641</box>
subheadline: AVAILABLE AT SHORT NOTICE IN FRANCE <box>153 1415 302 1437</box>
paragraph: "It is possible to insulate New Zealand against the effects of a slump in other parts of the world," asked Mr Mazengarb, and a voice answered, "Not if the Nationalists get in." Mr Mazengarb said: "You cannot rely on the simple promises of people who tell you to trust them and there will be no slump." (Laughter and cries of: "We have heard that on the radio.") Mr Mazengarb: "You have not heard me on the wireless, but you soon will and then I will have the wood on you because you will not be able to interject." A voice: "But we will be able to turn you off." <box>913 371 1104 477</box>
paragraph: The British United Press correspondent at Eger states that Herr Kundt said: "It seems to us that the only solution is for England and France immediately to draw up a reasonable plan of collaboration with Herr Hitler and compel President Benes to accept it." <box>466 1457 608 1525</box>
paragraph: Martial law has been proclaimed in three more Sudeten districts and is now being enforced in eleven districts. <box>318 1295 458 1324</box>
paragraph: "Japan hopes that the Great Powers, such as Britain and France, will recognise that Comintern intrigue is responsible for the present European crisis and act accordingly for the sake of world peace. <box>617 241 755 299</box>
paragraph: There has been shocking vandalism in the fashionable shops at Carlsbad, and many have been looted. At Eger shops were wrecked and plundered. Destruction in the main square resembled an air bombardment. The rioters vanished immediately the police appeared. <box>10 896 140 973</box>
